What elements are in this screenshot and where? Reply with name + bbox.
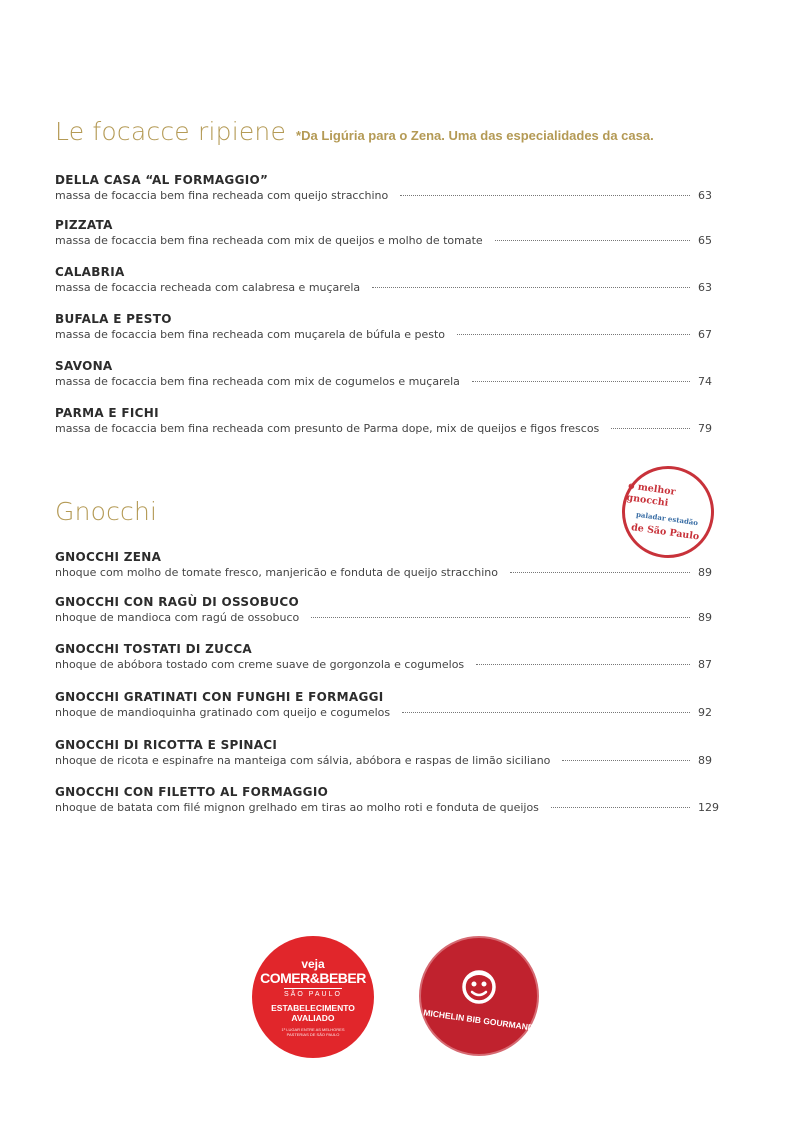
- item-name: GNOCCHI ZENA: [55, 550, 162, 564]
- item-name: PIZZATA: [55, 218, 113, 232]
- veja-logo-text: veja: [301, 956, 325, 971]
- focacce-section-title: [55, 117, 654, 146]
- item-price: 92: [698, 706, 712, 719]
- item-description: nhoque de mandioquinha gratinado com queijo e cogumelos: [55, 706, 391, 719]
- item-price: 67: [698, 328, 712, 341]
- menu-item: [55, 689, 720, 720]
- item-description: nhoque de batata com filé mignon grelhado em tiras ao molho roti e fonduta de queijos: [55, 801, 539, 814]
- dotted-leader: [551, 807, 690, 808]
- item-name: PARMA E FICHI: [55, 406, 159, 420]
- item-description: nhoque de mandioca com ragú de ossobuco: [55, 611, 300, 624]
- fine-print-text: 1º LUGAR ENTRE AS MELHORES PASTERIAS DE SÃO PAULO: [281, 1026, 345, 1037]
- item-description: massa de focaccia bem fina recheada com queijo stracchino: [55, 189, 389, 202]
- item-name: GNOCCHI GRATINATI CON FUNGHI E FORMAGGI: [55, 690, 384, 704]
- seal-bottom-text: de São Paulo: [630, 521, 700, 543]
- menu-item: [55, 217, 720, 248]
- item-line: [55, 610, 720, 625]
- comer-beber-text: COMER&BEBER: [260, 969, 366, 986]
- item-price: 63: [698, 281, 712, 294]
- item-description: massa de focaccia recheada com calabresa e muçarela: [55, 281, 361, 294]
- item-line: [55, 565, 720, 580]
- menu-item: [55, 264, 720, 295]
- item-price: 79: [698, 422, 712, 435]
- seal-middle-text: paladar estadão: [635, 509, 699, 527]
- dotted-leader: [402, 712, 690, 713]
- gnocchi-section-title: [55, 497, 157, 526]
- michelin-bib-gourmand-badge: [419, 936, 539, 1056]
- item-price: 129: [698, 801, 719, 814]
- item-name: DELLA CASA “AL FORMAGGIO”: [55, 173, 269, 187]
- item-line: [55, 705, 720, 720]
- item-name: GNOCCHI CON RAGÙ DI OSSOBUCO: [55, 595, 299, 609]
- michelin-text: MICHELIN BIB GOURMAND: [423, 1007, 535, 1033]
- item-line: [55, 233, 720, 248]
- sao-paulo-text: SÃO PAULO: [284, 988, 342, 998]
- menu-item: [55, 641, 720, 672]
- item-price: 87: [698, 658, 712, 671]
- item-line: [55, 753, 720, 768]
- item-name: SAVONA: [55, 359, 113, 373]
- item-line: [55, 188, 720, 203]
- item-description: massa de focaccia bem fina recheada com presunto de Parma dope, mix de queijos e figos frescos: [55, 422, 600, 435]
- gnocchi-title: Gnocchi: [55, 497, 158, 526]
- dotted-leader: [472, 381, 690, 382]
- item-description: massa de focaccia bem fina recheada com mix de cogumelos e muçarela: [55, 375, 460, 388]
- item-description: massa de focaccia bem fina recheada com mix de queijos e molho de tomate: [55, 234, 483, 247]
- item-price: 89: [698, 754, 712, 767]
- menu-item: [55, 594, 720, 625]
- dotted-leader: [311, 617, 690, 618]
- item-name: GNOCCHI DI RICOTTA E SPINACI: [55, 738, 278, 752]
- item-price: 65: [698, 234, 712, 247]
- focacce-title: Le focacce ripiene: [55, 117, 287, 146]
- seal-top-text: o melhor gnocchi: [625, 479, 677, 509]
- item-price: 89: [698, 566, 712, 579]
- dotted-leader: [372, 287, 690, 288]
- item-description: nhoque de ricota e espinafre na manteiga com sálvia, abóbora e raspas de limão siciliano: [55, 754, 551, 767]
- dotted-leader: [400, 195, 690, 196]
- menu-item: [55, 784, 720, 815]
- item-name: CALABRIA: [55, 265, 125, 279]
- evaluated-text: ESTABELECIMENTO AVALIADO: [271, 1002, 355, 1023]
- veja-comer-beber-badge: [252, 936, 374, 1058]
- menu-item: [55, 311, 720, 342]
- dotted-leader: [562, 760, 690, 761]
- item-name: BUFALA E PESTO: [55, 312, 172, 326]
- dotted-leader: [611, 428, 690, 429]
- item-line: [55, 421, 720, 436]
- focacce-note: *Da Ligúria para o Zena. Uma das especialidades da casa.: [296, 128, 654, 143]
- bibendum-icon: [457, 967, 501, 1011]
- item-price: 89: [698, 611, 712, 624]
- item-description: massa de focaccia bem fina recheada com muçarela de búfula e pesto: [55, 328, 446, 341]
- item-name: GNOCCHI CON FILETTO AL FORMAGGIO: [55, 785, 329, 799]
- item-description: nhoque com molho de tomate fresco, manjericão e fonduta de queijo stracchino: [55, 566, 498, 579]
- item-price: 63: [698, 189, 712, 202]
- dotted-leader: [510, 572, 690, 573]
- menu-item: [55, 405, 720, 436]
- item-price: 74: [698, 375, 712, 388]
- item-line: [55, 327, 720, 342]
- item-line: [55, 374, 720, 389]
- item-line: [55, 657, 720, 672]
- menu-item: [55, 358, 720, 389]
- item-description: nhoque de abóbora tostado com creme suave de gorgonzola e cogumelos: [55, 658, 465, 671]
- dotted-leader: [495, 240, 690, 241]
- item-line: [55, 280, 720, 295]
- menu-item: [55, 549, 720, 580]
- item-line: [55, 800, 720, 815]
- dotted-leader: [476, 664, 690, 665]
- dotted-leader: [457, 334, 690, 335]
- menu-item: [55, 737, 720, 768]
- item-name: GNOCCHI TOSTATI DI ZUCCA: [55, 642, 253, 656]
- menu-item: [55, 172, 720, 203]
